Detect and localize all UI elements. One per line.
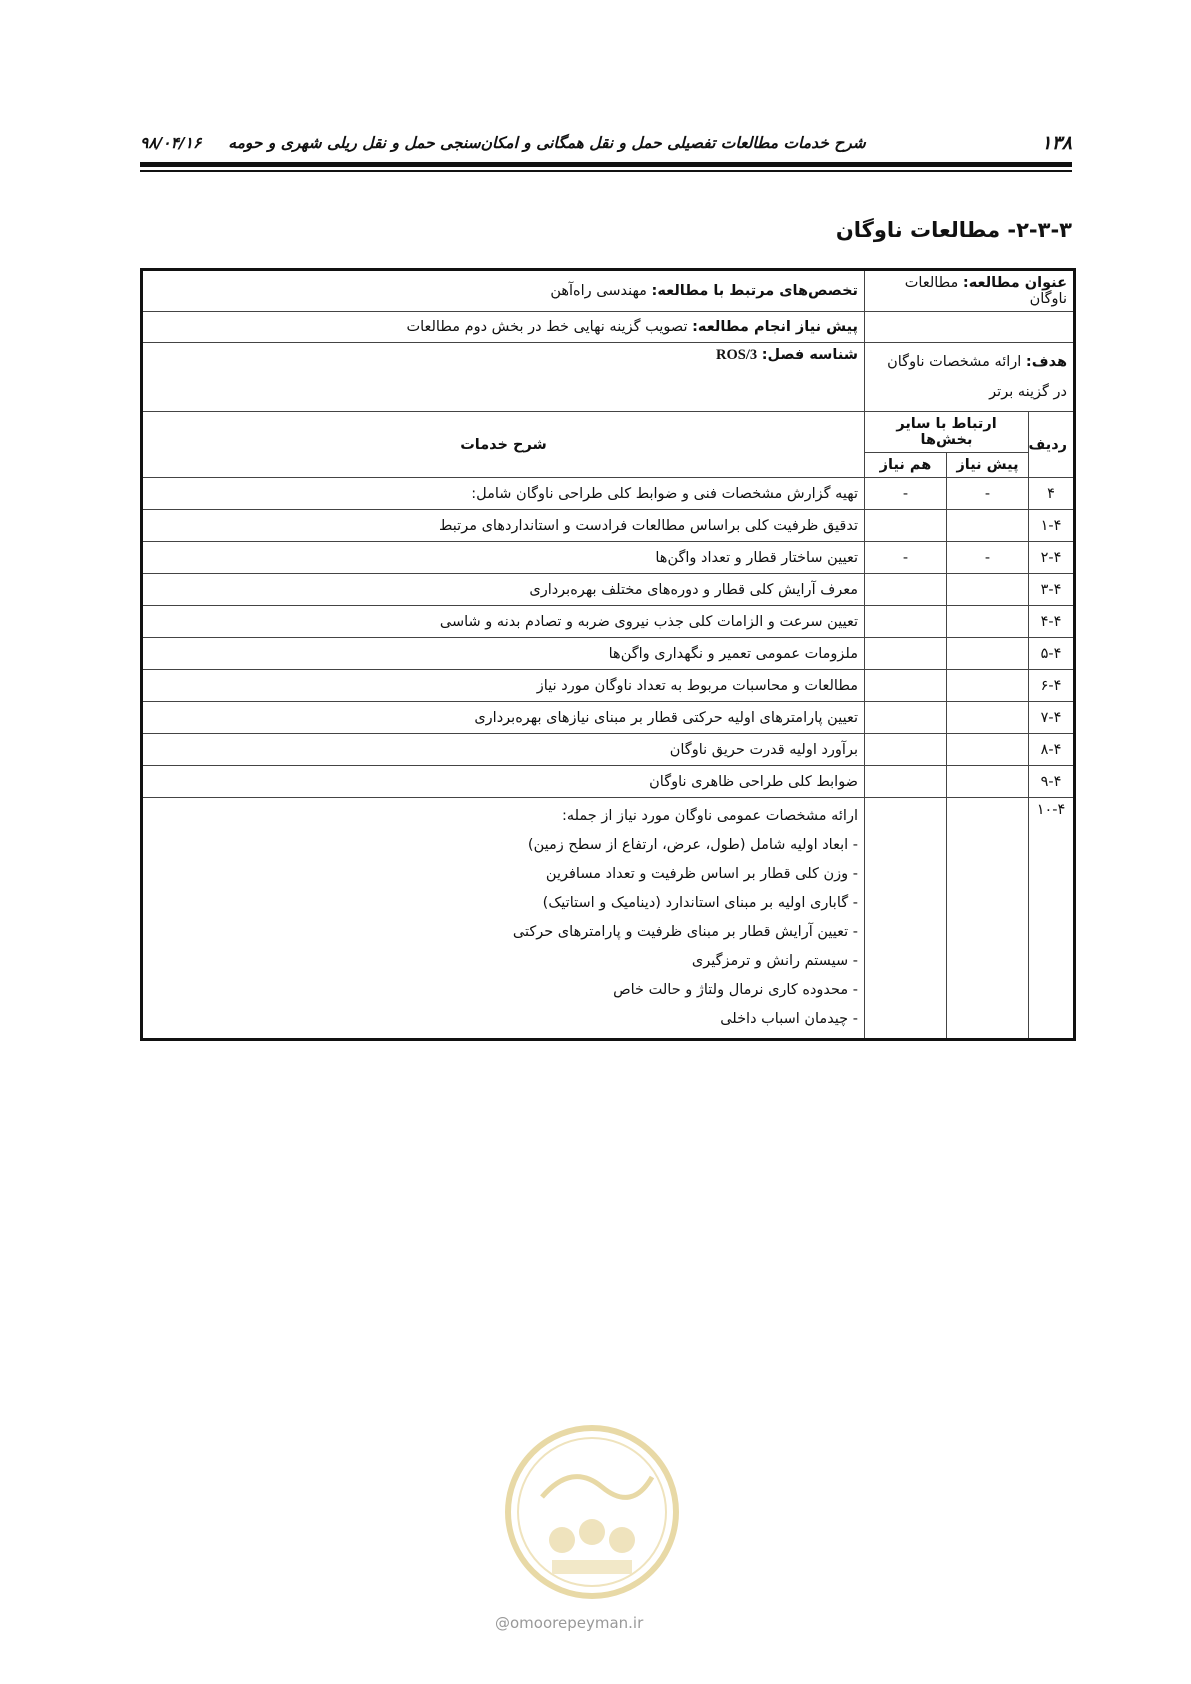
row-id: ۴	[1029, 478, 1075, 510]
table-row	[142, 670, 1075, 702]
row-id: ۴-۴	[1029, 606, 1075, 638]
row-description: معرف آرایش کلی قطار و دوره‌های مختلف بهره‌برداری	[142, 574, 865, 606]
table-row	[142, 734, 1075, 766]
study-title-label: عنوان مطالعه:	[962, 275, 1067, 291]
description-line: - وزن کلی قطار بر اساس ظرفیت و تعداد مسافرین	[545, 866, 858, 882]
header-title	[140, 134, 866, 152]
col-services: شرح خدمات	[142, 412, 865, 478]
description-line: - سیستم رانش و ترمزگیری	[691, 953, 858, 969]
row-id: ۲-۴	[1029, 542, 1075, 574]
info-row-prereq	[142, 312, 1075, 343]
row-coreq: -	[865, 542, 947, 574]
col-relation: ارتباط با سایر بخش‌ها	[865, 412, 1029, 453]
row-description	[142, 798, 865, 1040]
row-coreq	[865, 702, 947, 734]
row-id: ۶-۴	[1029, 670, 1075, 702]
row-description: ضوابط کلی طراحی ظاهری ناوگان	[142, 766, 865, 798]
row-description: تهیه گزارش مشخصات فنی و ضوابط کلی طراحی ناوگان شامل:	[142, 478, 865, 510]
row-id: ۱۰-۴	[1029, 798, 1075, 1040]
row-prereq	[947, 606, 1029, 638]
row-description: تعیین سرعت و الزامات کلی جذب نیروی ضربه و تصادم بدنه و شاسی	[142, 606, 865, 638]
row-prereq: -	[947, 542, 1029, 574]
specialties-value: مهندسی راه‌آهن	[550, 283, 647, 299]
header-date: ۹۸/۰۴/۱۶	[140, 134, 202, 152]
row-coreq	[865, 574, 947, 606]
row-prereq	[947, 510, 1029, 542]
column-header-row	[142, 412, 1075, 453]
description-line: - تعیین آرایش قطار بر مبنای ظرفیت و پارامترهای حرکتی	[512, 924, 858, 940]
study-table	[140, 268, 1076, 1041]
row-prereq: -	[947, 478, 1029, 510]
col-coreq: هم نیاز	[865, 453, 947, 478]
goal-value: ارائه مشخصات ناوگان در گزینه برتر	[887, 354, 1067, 400]
table-row	[142, 510, 1075, 542]
info-row-title	[142, 270, 1075, 312]
row-description: ملزومات عمومی تعمیر و نگهداری واگن‌ها	[142, 638, 865, 670]
description-line: - ابعاد اولیه شامل (طول، عرض، ارتفاع از سطح زمین)	[527, 837, 858, 853]
row-description: تعیین پارامترهای اولیه حرکتی قطار بر مبنای نیازهای بهره‌برداری	[142, 702, 865, 734]
watermark-logo-icon	[502, 1422, 682, 1602]
table-row	[142, 606, 1075, 638]
row-description: تعیین ساختار قطار و تعداد واگن‌ها	[142, 542, 865, 574]
table-row	[142, 542, 1075, 574]
header-title-text: شرح خدمات مطالعات تفصیلی حمل و نقل همگانی و امکان‌سنجی حمل و نقل ریلی شهری و حومه	[228, 134, 866, 152]
row-prereq	[947, 766, 1029, 798]
row-coreq	[865, 734, 947, 766]
study-title-cell	[865, 270, 1075, 312]
description-line: ارائه مشخصات عمومی ناوگان مورد نیاز از جمله:	[561, 808, 858, 824]
row-description: برآورد اولیه قدرت حریق ناوگان	[142, 734, 865, 766]
row-id: ۸-۴	[1029, 734, 1075, 766]
page-number: ۱۳۸	[1041, 132, 1072, 154]
header-rule-thin	[140, 170, 1072, 172]
row-prereq	[947, 670, 1029, 702]
description-line: - چیدمان اسباب داخلی	[720, 1011, 858, 1027]
table-row	[142, 478, 1075, 510]
table-row	[142, 702, 1075, 734]
section-title: ۲-۳-۳- مطالعات ناوگان	[835, 218, 1072, 242]
col-row-number: ردیف	[1029, 412, 1075, 478]
row-prereq	[947, 702, 1029, 734]
table-row	[142, 638, 1075, 670]
chapter-id-value: ROS/3	[716, 347, 758, 363]
row-prereq	[947, 574, 1029, 606]
table-row-last	[142, 798, 1075, 1040]
goal-cell	[865, 343, 1075, 412]
row-id: ۹-۴	[1029, 766, 1075, 798]
specialties-label: تخصص‌های مرتبط با مطالعه:	[651, 283, 858, 299]
info-row-goal	[142, 343, 1075, 412]
goal-label: هدف:	[1025, 354, 1067, 370]
row-description: مطالعات و محاسبات مربوط به تعداد ناوگان مورد نیاز	[142, 670, 865, 702]
description-line: - گاباری اولیه بر مبنای استاندارد (دینامیک و استاتیک)	[542, 895, 858, 911]
chapter-id-cell	[142, 343, 865, 412]
specialties-cell	[142, 270, 865, 312]
col-prereq: پیش نیاز	[947, 453, 1029, 478]
chapter-id-label: شناسه فصل:	[761, 347, 858, 363]
row-id: ۱-۴	[1029, 510, 1075, 542]
row-prereq	[947, 638, 1029, 670]
blank-cell	[865, 312, 1075, 343]
row-id: ۵-۴	[1029, 638, 1075, 670]
prereq-label: پیش نیاز انجام مطالعه:	[692, 319, 858, 335]
header-rule-thick	[140, 162, 1072, 167]
table-row	[142, 574, 1075, 606]
prereq-value: تصویب گزینه نهایی خط در بخش دوم مطالعات	[406, 319, 688, 335]
row-prereq	[947, 798, 1029, 1040]
row-coreq	[865, 766, 947, 798]
row-description: تدقیق ظرفیت کلی براساس مطالعات فرادست و استانداردهای مرتبط	[142, 510, 865, 542]
table-row	[142, 766, 1075, 798]
prereq-cell	[142, 312, 865, 343]
study-title-value: مطالعات ناوگان	[904, 275, 1067, 307]
row-coreq	[865, 510, 947, 542]
row-coreq	[865, 670, 947, 702]
page-header	[140, 128, 1072, 166]
row-coreq	[865, 798, 947, 1040]
row-id: ۷-۴	[1029, 702, 1075, 734]
description-line: - محدوده کاری نرمال ولتاژ و حالت خاص	[613, 982, 858, 998]
row-prereq	[947, 734, 1029, 766]
row-coreq	[865, 638, 947, 670]
watermark-url: @omoorepeyman.ir	[495, 1614, 644, 1632]
row-coreq: -	[865, 478, 947, 510]
row-coreq	[865, 606, 947, 638]
row-id: ۳-۴	[1029, 574, 1075, 606]
